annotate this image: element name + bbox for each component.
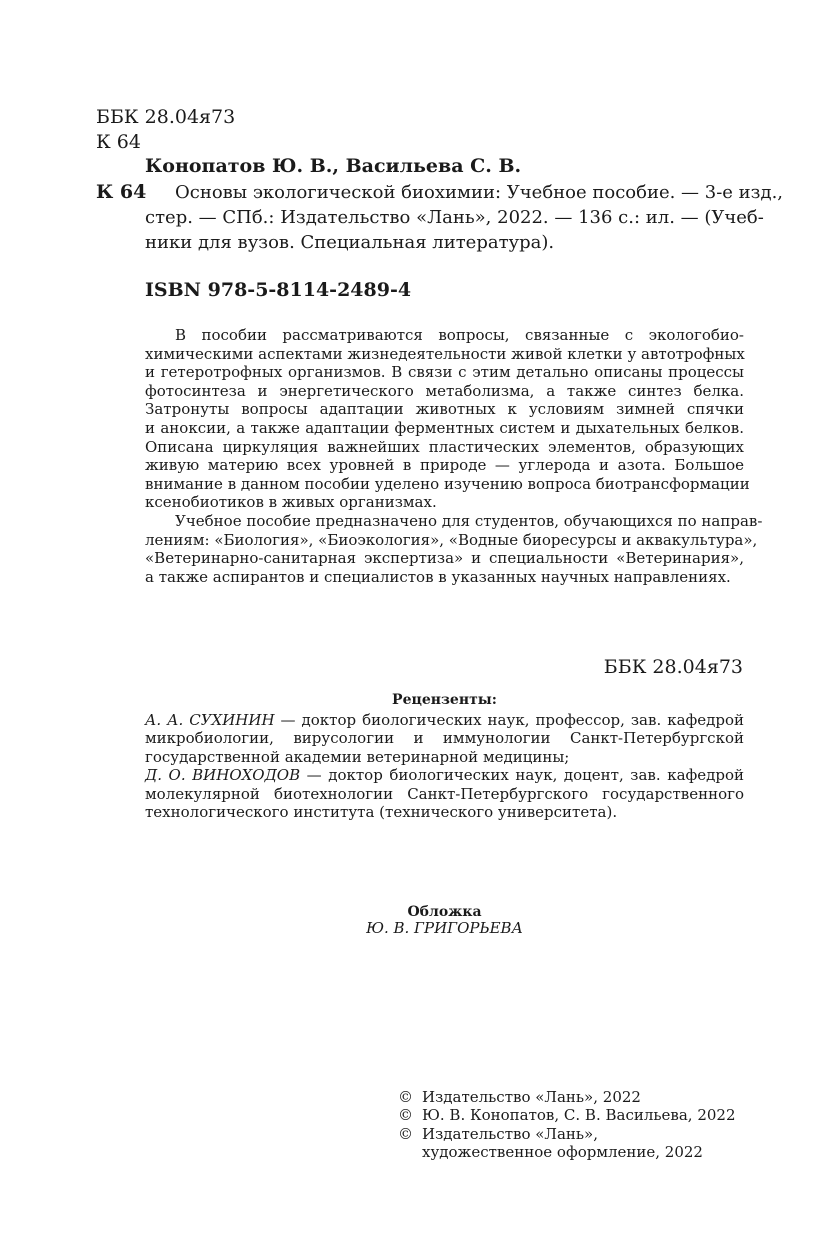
biblio-line: Основы экологической биохимии: Учебное пособие. — 3-е изд., <box>175 182 784 203</box>
copyright-line: художественное оформление, 2022 <box>422 1142 703 1161</box>
abstract-line: Описана циркуляция важнейших пластических элементов, образующих <box>145 437 744 456</box>
copyright-block <box>398 1088 736 1161</box>
abstract-line: а также аспирантов и специалистов в указанных научных направлениях. <box>145 567 731 586</box>
reviewers-title: Рецензенты: <box>392 692 497 708</box>
biblio-line: ники для вузов. Специальная литература). <box>145 232 555 253</box>
cover-credit-title: Обложка <box>407 904 482 920</box>
bibliographic-description <box>145 180 784 255</box>
abstract-line: химическими аспектами жизнедеятельности живой клетки у автотрофных <box>145 344 745 363</box>
authors-heading: Конопатов Ю. В., Васильева С. В. <box>145 155 522 177</box>
abstract-line: «Ветеринарно-санитарная экспертиза» и специальности «Ветеринария», <box>145 549 744 568</box>
reviewer-2-credentials: — доктор биологических наук, доцент, зав. кафедрой <box>300 766 744 785</box>
abstract-line: Затронуты вопросы адаптации животных к условиям зимней спячки <box>145 400 744 419</box>
author-mark-bold: К 64 <box>96 181 147 203</box>
reviewer-2-line: молекулярной биотехнологии Санкт-Петербургского государственного <box>145 784 744 803</box>
reviewers-list <box>145 711 744 821</box>
copyright-line <box>398 1088 736 1106</box>
reviewer-2-line: технологического института (технического университета). <box>145 803 618 822</box>
biblio-line: стер. — СПб.: Издательство «Лань», 2022. — 136 с.: ил. — (Учеб- <box>145 207 764 228</box>
copyright-text: Ю. В. Конопатов, С. В. Васильева, 2022 <box>422 1106 736 1125</box>
reviewer-2-name: Д. О. ВИНОХОДОВ <box>145 766 301 785</box>
abstract-line: фотосинтеза и энергетического метаболизма, а также синтез белка. <box>145 381 744 400</box>
abstract-line: и гетеротрофных организмов. В связи с этим детально описаны процессы <box>145 363 744 382</box>
copyright-icon: © <box>398 1088 413 1106</box>
bbk-code-right: ББК 28.04я73 <box>603 656 743 678</box>
reviewer-1-credentials: — доктор биологических наук, профессор, зав. кафедрой <box>274 711 744 729</box>
isbn: ISBN 978-5-8114-2489-4 <box>145 279 412 301</box>
abstract-line: В пособии рассматриваются вопросы, связанные с экологобио- <box>175 326 744 344</box>
reviewer-1-name: А. А. СУХИНИН <box>145 711 275 729</box>
copyright-text: Издательство «Лань», <box>422 1124 599 1143</box>
cover-credit-name: Ю. В. ГРИГОРЬЕВА <box>366 919 523 937</box>
copyright-line <box>398 1125 736 1143</box>
copyright-icon: © <box>398 1124 413 1143</box>
author-mark-top: К 64 <box>96 131 141 153</box>
abstract <box>145 326 763 586</box>
copyright-icon: © <box>398 1106 413 1125</box>
reviewer-1-line: государственной академии ветеринарной медицины; <box>145 747 570 766</box>
abstract-line: и аноксии, а также адаптации ферментных систем и дыхательных белков. <box>145 418 744 437</box>
reviewer-1-line <box>145 711 744 729</box>
reviewer-2-line <box>145 766 744 784</box>
abstract-line: лениям: «Биология», «Биоэкология», «Водные биоресурсы и аквакультура», <box>145 530 758 549</box>
abstract-line: ксенобиотиков в живых организмах. <box>145 493 437 512</box>
abstract-line: внимание в данном пособии уделено изучению вопроса биотрансформации <box>145 474 750 493</box>
bbk-code-top: ББК 28.04я73 <box>96 106 236 128</box>
copyright-line <box>398 1106 736 1124</box>
abstract-line: живую материю всех уровней в природе — углерода и азота. Большое <box>145 456 744 475</box>
copyright-text: Издательство «Лань», 2022 <box>422 1088 641 1106</box>
abstract-line: Учебное пособие предназначено для студентов, обучающихся по направ- <box>175 511 763 530</box>
reviewer-1-line: микробиологии, вирусологии и иммунологии Санкт-Петербургской <box>145 729 744 748</box>
